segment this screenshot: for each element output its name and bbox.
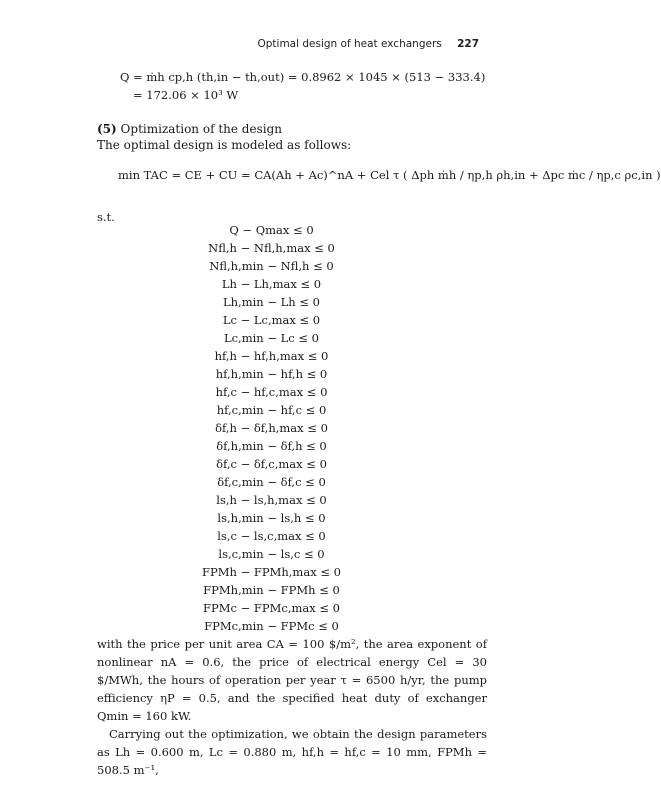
constraint: Nfl,h − Nfl,h,max ≤ 0 xyxy=(208,241,335,255)
running-header xyxy=(257,38,479,50)
constraint: ls,h,min − ls,h ≤ 0 xyxy=(217,511,326,525)
constraint: Lc − Lc,max ≤ 0 xyxy=(222,313,321,327)
constraint: δf,c − δf,c,max ≤ 0 xyxy=(216,457,327,471)
constraint: Nfl,h,min − Nfl,h ≤ 0 xyxy=(209,259,334,273)
constraint: FPMh − FPMh,max ≤ 0 xyxy=(202,565,341,579)
running-title: Optimal design of heat exchangers xyxy=(257,38,442,50)
constraint: hf,h,min − hf,h ≤ 0 xyxy=(215,367,328,381)
constraint: hf,h − hf,h,max ≤ 0 xyxy=(214,349,329,363)
body-text xyxy=(97,635,487,779)
constraint: Lh,min − Lh ≤ 0 xyxy=(223,295,320,309)
section-title: Optimization of the design xyxy=(120,122,282,136)
section-heading xyxy=(97,122,282,136)
constraint: FPMc − FPMc,max ≤ 0 xyxy=(203,601,340,615)
objective-function: min TAC = CE + CU = CA(Ah + Ac)^nA + Cel τ ( Δph ṁh / ηp,h ρh,in + Δpc ṁc / ηp,c ρc,in ) xyxy=(118,168,661,182)
constraint: ls,c − ls,c,max ≤ 0 xyxy=(217,529,326,543)
intro-text: The optimal design is modeled as follows: xyxy=(97,138,352,152)
constraint: ls,c,min − ls,c ≤ 0 xyxy=(218,547,325,561)
subject-to-label: s.t. xyxy=(97,210,115,224)
section-number: (5) xyxy=(97,122,117,136)
constraint: hf,c − hf,c,max ≤ 0 xyxy=(215,385,328,399)
page-number: 227 xyxy=(457,38,479,50)
heat-duty-equation-line1: Q = ṁh cp,h (th,in − th,out) = 0.8962 × 1045 × (513 − 333.4) xyxy=(120,70,486,84)
parameters-paragraph: with the price per unit area CA = 100 $/m², the area exponent of nonlinear nA = 0.6, the price of electrical energy Cel = 30 $/MWh, the hours of operation per year τ = 6500 h/yr, the pump efficiency ηP = 0.5, and the specified heat duty of exchanger Qmin = 160 kW. xyxy=(97,637,487,723)
constraint: Q − Qmax ≤ 0 xyxy=(229,223,314,237)
constraint: ls,h − ls,h,max ≤ 0 xyxy=(216,493,327,507)
constraint: δf,c,min − δf,c ≤ 0 xyxy=(217,475,326,489)
results-paragraph: Carrying out the optimization, we obtain the design parameters as Lh = 0.600 m, Lc = 0.880 m, hf,h = hf,c = 10 mm, FPMh = 508.5 m⁻¹, xyxy=(97,727,487,777)
constraint: FPMh,min − FPMh ≤ 0 xyxy=(203,583,340,597)
constraint: δf,h − δf,h,max ≤ 0 xyxy=(215,421,328,435)
constraint: FPMc,min − FPMc ≤ 0 xyxy=(204,619,339,633)
constraint: δf,h,min − δf,h ≤ 0 xyxy=(216,439,327,453)
constraint: hf,c,min − hf,c ≤ 0 xyxy=(216,403,327,417)
constraint: Lh − Lh,max ≤ 0 xyxy=(221,277,322,291)
heat-duty-equation-line2: = 172.06 × 10³ W xyxy=(133,88,239,102)
constraint: Lc,min − Lc ≤ 0 xyxy=(223,331,319,345)
